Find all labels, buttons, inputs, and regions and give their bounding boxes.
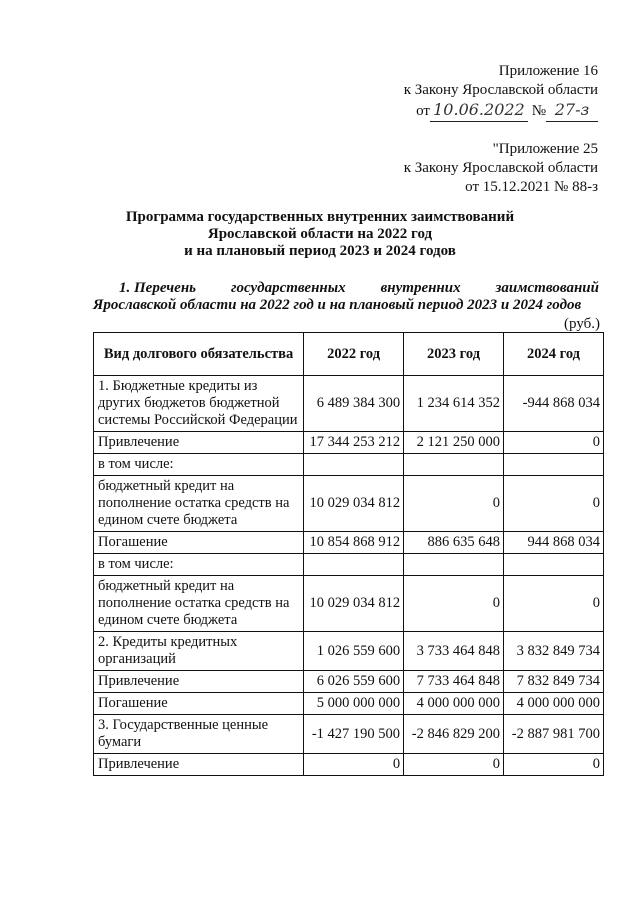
value-2024: -2 887 981 700 [504, 715, 604, 754]
appendix-16-title: Приложение 16 [498, 63, 598, 79]
row-label: бюджетный кредит на пополнение остатка средств на едином счете бюджета [94, 576, 304, 632]
table-row [94, 632, 604, 671]
appendix-25-title: "Приложение 25 [492, 141, 598, 157]
value-2022: 0 [304, 754, 404, 776]
value-2024: 0 [504, 476, 604, 532]
row-label: 1. Бюджетные кредиты из других бюджетов бюджетной системы Российской Федерации [94, 376, 304, 432]
row-label: в том числе: [94, 554, 304, 576]
table-row [94, 432, 604, 454]
row-label: в том числе: [94, 454, 304, 476]
from-prefix: от [416, 103, 430, 119]
appendix-25-date: от 15.12.2021 № 88-з [465, 179, 598, 195]
value-2022: -1 427 190 500 [304, 715, 404, 754]
value-2024: 4 000 000 000 [504, 693, 604, 715]
section-word-1: 1. Перечень [119, 280, 196, 296]
table-row [94, 554, 604, 576]
table-row [94, 715, 604, 754]
value-2024: 0 [504, 576, 604, 632]
value-2023: 0 [404, 754, 504, 776]
value-2024: -944 868 034 [504, 376, 604, 432]
value-2024: 944 868 034 [504, 532, 604, 554]
appendix-25-law: к Закону Ярославской области [403, 160, 598, 176]
unit-label: (руб.) [564, 316, 600, 332]
header-obligation-type: Вид долгового обязательства [94, 333, 304, 376]
header-2022: 2022 год [304, 333, 404, 376]
table-row [94, 754, 604, 776]
value-2023: 3 733 464 848 [404, 632, 504, 671]
section-heading-line-1 [93, 280, 599, 297]
value-2024 [504, 454, 604, 476]
section-heading [93, 280, 599, 314]
value-2022: 6 489 384 300 [304, 376, 404, 432]
section-word-4: заимствований [495, 280, 599, 296]
row-label: бюджетный кредит на пополнение остатка средств на едином счете бюджета [94, 476, 304, 532]
value-2024: 3 832 849 734 [504, 632, 604, 671]
handwritten-date: 10.06.2022 [433, 100, 525, 119]
value-2022: 5 000 000 000 [304, 693, 404, 715]
value-2022: 17 344 253 212 [304, 432, 404, 454]
table-row [94, 476, 604, 532]
table-row [94, 671, 604, 693]
handwritten-number: 27-з [554, 100, 590, 119]
table-row [94, 454, 604, 476]
section-word-2: государственных [230, 280, 346, 296]
value-2023: 0 [404, 576, 504, 632]
value-2022 [304, 554, 404, 576]
table-row [94, 576, 604, 632]
value-2022: 10 029 034 812 [304, 576, 404, 632]
appendix-16-header [404, 62, 598, 122]
row-label: Привлечение [94, 432, 304, 454]
header-2023: 2023 год [404, 333, 504, 376]
row-label: Погашение [94, 693, 304, 715]
value-2022: 6 026 559 600 [304, 671, 404, 693]
value-2023 [404, 554, 504, 576]
value-2022 [304, 454, 404, 476]
title-line-1: Программа государственных внутренних заимствований [125, 209, 515, 225]
value-2022: 1 026 559 600 [304, 632, 404, 671]
title-line-3: и на плановый период 2023 и 2024 годов [184, 243, 456, 259]
table-header-row [94, 333, 604, 376]
value-2023: -2 846 829 200 [404, 715, 504, 754]
number-field [546, 100, 598, 122]
value-2024: 0 [504, 754, 604, 776]
value-2024: 7 832 849 734 [504, 671, 604, 693]
value-2023 [404, 454, 504, 476]
value-2023: 7 733 464 848 [404, 671, 504, 693]
header-2024: 2024 год [504, 333, 604, 376]
section-word-3: внутренних [380, 280, 461, 296]
row-label: Привлечение [94, 671, 304, 693]
row-label: 3. Государственные ценные бумаги [94, 715, 304, 754]
title-line-2: Ярославской области на 2022 год [207, 226, 433, 242]
value-2022: 10 854 868 912 [304, 532, 404, 554]
table-row [94, 532, 604, 554]
date-field [430, 100, 528, 122]
appendix-16-date-line [404, 100, 598, 122]
value-2023: 0 [404, 476, 504, 532]
value-2023: 886 635 648 [404, 532, 504, 554]
row-label: Привлечение [94, 754, 304, 776]
value-2024 [504, 554, 604, 576]
number-sign: № [531, 103, 546, 119]
table-row [94, 693, 604, 715]
value-2023: 2 121 250 000 [404, 432, 504, 454]
document-title [0, 209, 640, 260]
value-2022: 10 029 034 812 [304, 476, 404, 532]
table-row [94, 376, 604, 432]
borrowing-table [93, 332, 604, 776]
value-2024: 0 [504, 432, 604, 454]
row-label: 2. Кредиты кредитных организаций [94, 632, 304, 671]
section-heading-line-2: Ярославской области на 2022 год и на плановый период 2023 и 2024 годов [93, 297, 582, 313]
row-label: Погашение [94, 532, 304, 554]
appendix-16-law: к Закону Ярославской области [403, 82, 598, 98]
appendix-25-header [404, 140, 598, 197]
value-2023: 4 000 000 000 [404, 693, 504, 715]
value-2023: 1 234 614 352 [404, 376, 504, 432]
